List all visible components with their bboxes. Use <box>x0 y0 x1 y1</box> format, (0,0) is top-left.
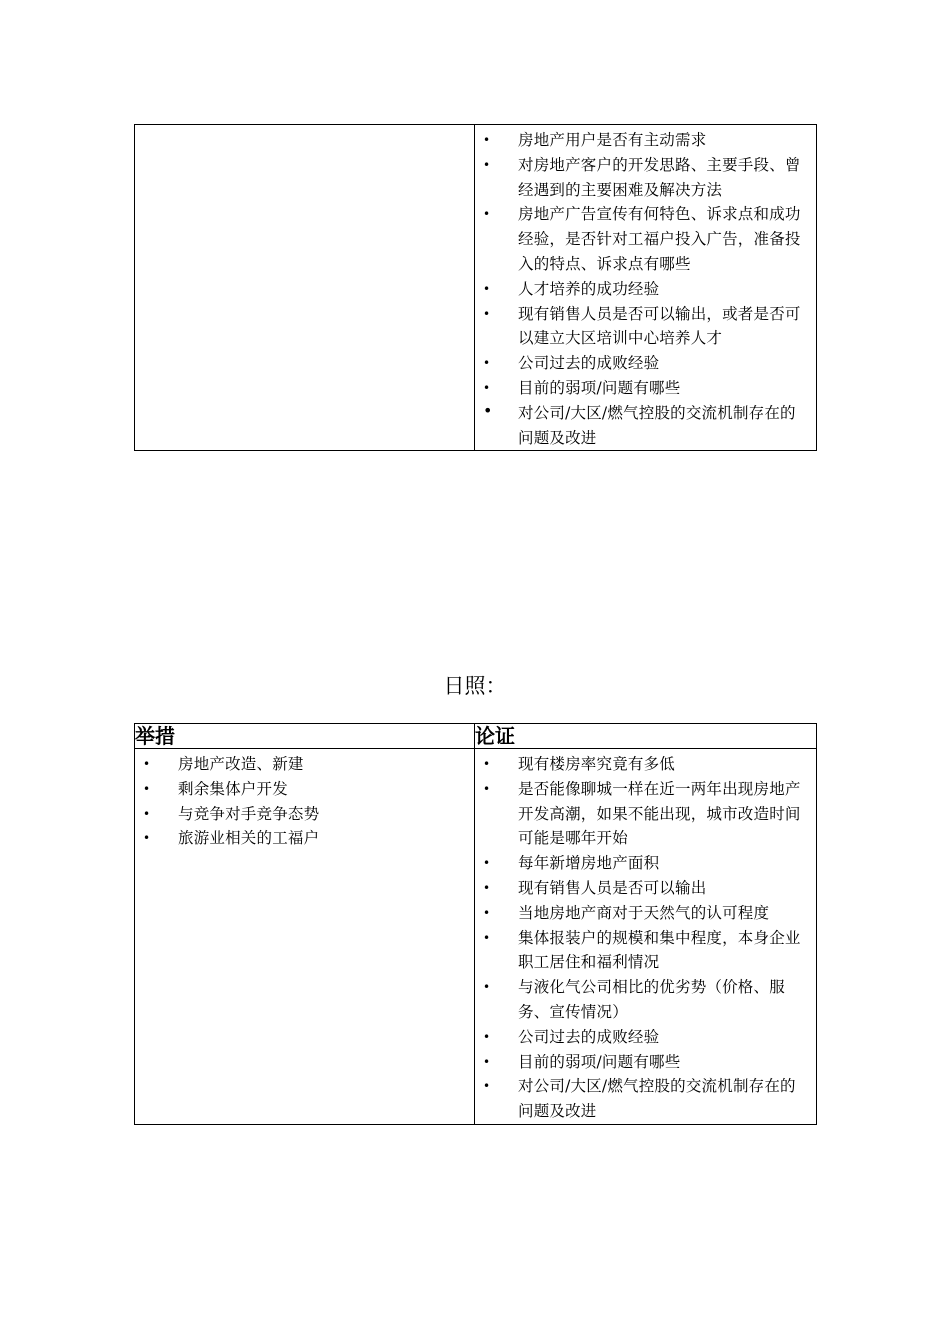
bullet-icon: • <box>483 930 491 945</box>
measures-cell <box>135 749 475 1125</box>
bullet-icon: • <box>143 781 151 796</box>
arguments-cell <box>475 125 817 451</box>
bullet-icon: • <box>483 856 491 871</box>
bullet-icon: • <box>483 1054 491 1069</box>
list-item: • 现有楼房率究竟有多低 <box>475 752 816 777</box>
bullet-icon: • <box>143 831 151 846</box>
list-item: • 公司过去的成败经验 <box>475 1025 816 1050</box>
bullet-icon: • <box>143 757 151 771</box>
table-continued <box>134 124 817 451</box>
list-item: • 当地房地产商对于天然气的认可程度 <box>475 901 816 926</box>
list-item: • 与竞争对手竞争态势 <box>135 802 474 827</box>
list-item: • 房地产广告宣传有何特色、诉求点和成功经验，是否针对工福户投入广告，准备投入的特点、诉求点有哪些 <box>475 202 816 276</box>
bullet-icon: • <box>483 781 491 796</box>
list-item: • 人才培养的成功经验 <box>475 277 816 302</box>
bullet-icon: • <box>143 806 151 821</box>
list-item: • 房地产用户是否有主动需求 <box>475 128 816 153</box>
list-item: • 对公司/大区/燃气控股的交流机制存在的问题及改进 <box>475 1074 816 1124</box>
bullet-icon: • <box>483 207 491 222</box>
list-item: • 现有销售人员是否可以输出 <box>475 876 816 901</box>
measures-cell <box>135 125 475 451</box>
list-item: • 房地产改造、新建 <box>135 752 474 777</box>
bullet-icon: • <box>483 380 491 395</box>
bullet-icon: • <box>483 157 491 172</box>
section-title: 日照： <box>443 674 507 698</box>
list-item: • 对公司/大区/燃气控股的交流机制存在的问题及改进 <box>483 400 796 447</box>
list-item: • 目前的弱项/问题有哪些 <box>475 1050 816 1075</box>
column-header-measures: 举措 <box>135 724 475 749</box>
list-item: • 每年新增房地产面积 <box>475 851 816 876</box>
list-item: • 与液化气公司相比的优劣势（价格、服务、宣传情况） <box>475 975 816 1025</box>
rizhao-table <box>134 723 817 1125</box>
list-item: • 集体报装户的规模和集中程度，本身企业职工居住和福利情况 <box>475 926 816 976</box>
arguments-list <box>475 125 816 450</box>
list-item: • 现有销售人员是否可以输出，或者是否可以建立大区培训中心培养人才 <box>475 302 816 352</box>
bullet-icon: • <box>483 281 491 296</box>
bullet-icon: • <box>483 1079 491 1094</box>
list-item: • 剩余集体户开发 <box>135 777 474 802</box>
bullet-icon: • <box>483 905 491 920</box>
table-header-row <box>135 724 817 749</box>
bullet-icon: • <box>483 400 493 420</box>
measures-list <box>135 749 474 851</box>
bullet-icon: • <box>483 757 491 771</box>
bullet-icon: • <box>483 1029 491 1044</box>
list-item: • 公司过去的成败经验 <box>475 351 816 376</box>
bullet-icon: • <box>483 306 491 321</box>
list-item: • 旅游业相关的工福户 <box>135 826 474 851</box>
list-item: • 是否能像聊城一样在近一两年出现房地产开发高潮，如果不能出现，城市改造时间可能是哪年开始 <box>475 777 816 851</box>
table-row <box>135 125 817 451</box>
bullet-icon: • <box>483 980 491 995</box>
bullet-icon: • <box>483 356 491 371</box>
table-row <box>135 749 817 1125</box>
arguments-list <box>475 749 816 1124</box>
bullet-icon: • <box>483 880 491 895</box>
list-item: • 对房地产客户的开发思路、主要手段、曾经遇到的主要困难及解决方法 <box>475 153 816 203</box>
column-header-arguments: 论证 <box>475 724 817 749</box>
arguments-cell <box>475 749 817 1125</box>
bullet-icon: • <box>483 133 491 147</box>
list-item: • 目前的弱项/问题有哪些 <box>475 376 816 401</box>
